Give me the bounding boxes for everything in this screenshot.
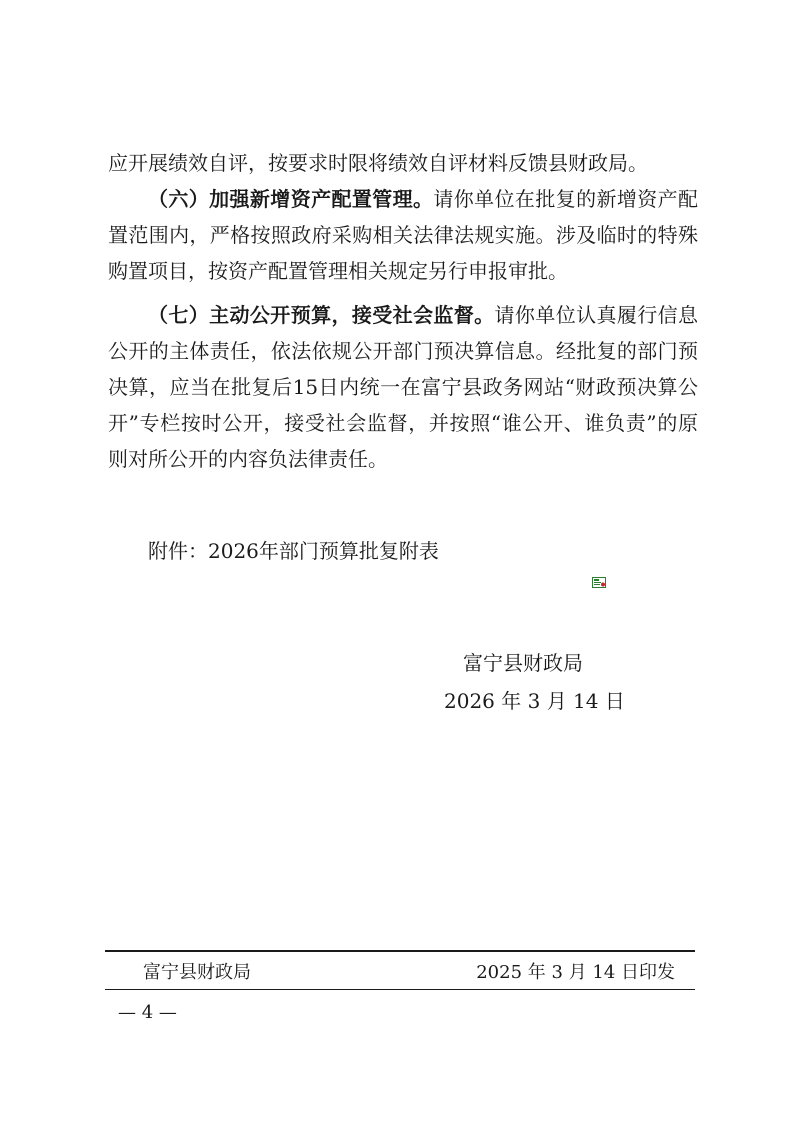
paragraph-performance-evaluation: 应开展绩效自评，按要求时限将绩效自评材料反馈县财政局。 — [108, 151, 648, 175]
footer-bottom-rule — [105, 989, 695, 990]
paragraph-heading-seven: （七）主动公开预算，接受社会监督。 — [148, 303, 495, 327]
paragraph-body-seven: 请你单位认真履行信息公开的主体责任，依法依规公开部门预决算信息。经批复的部门预决算，应当在批复后15日内统一在富宁县政务网站“财政预决算公开”专栏按时公开，接受社会监督，并按照“谁公开、谁负责”的原则对所公开的内容负法律责任。 — [108, 303, 699, 471]
footer-top-rule — [105, 950, 695, 952]
paragraph-asset-management — [108, 181, 698, 289]
page-number: — 4 — — [118, 1002, 177, 1023]
attachment-line: 附件：2026年部门预算批复附表 — [148, 539, 439, 563]
signature-date: 2026 年 3 月 14 日 — [444, 689, 625, 713]
paragraph-budget-disclosure — [108, 297, 698, 477]
paragraph-body-six: 请你单位在批复的新增资产配置范围内，严格按照政府采购相关法律法规实施。涉及临时的特殊购置项目，按资产配置管理相关规定另行申报审批。 — [108, 187, 699, 283]
footer-issuer: 富宁县财政局 — [143, 962, 251, 983]
attachment-file-icon[interactable] — [592, 577, 606, 588]
footer-issue-date: 2025 年 3 月 14 日印发 — [476, 962, 675, 983]
signature-issuer: 富宁县财政局 — [463, 651, 583, 675]
paragraph-heading-six: （六）加强新增资产配置管理。 — [148, 187, 434, 211]
